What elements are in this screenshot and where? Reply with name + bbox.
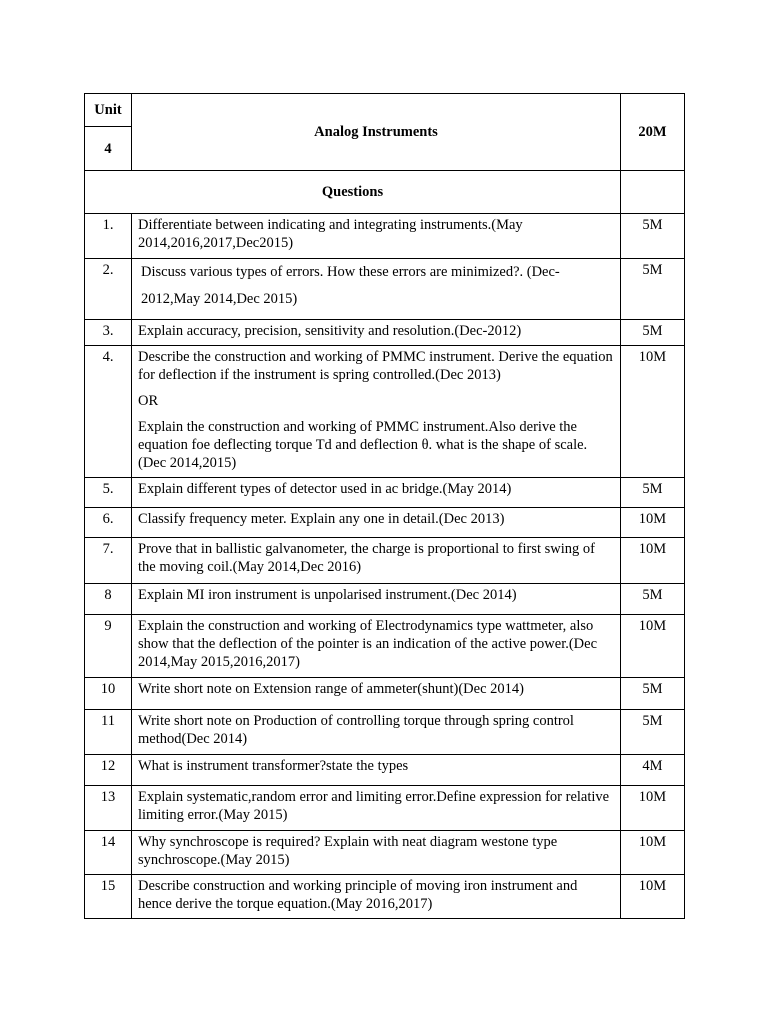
question-text: Differentiate between indicating and integrating instruments.(May 2014,2016,2017,Dec2015) [132, 214, 621, 259]
questions-heading-row [85, 171, 685, 214]
question-text: Classify frequency meter. Explain any one in detail.(Dec 2013) [132, 508, 621, 538]
total-marks: 20M [621, 94, 685, 171]
question-marks: 5M [621, 678, 685, 710]
question-marks: 5M [621, 259, 685, 320]
question-text: Prove that in ballistic galvanometer, the charge is proportional to first swing of the moving coil.(May 2014,Dec 2016) [132, 538, 621, 584]
table-row [85, 710, 685, 755]
table-row [85, 508, 685, 538]
question-number: 6. [85, 508, 132, 538]
question-text: Explain accuracy, precision, sensitivity and resolution.(Dec-2012) [132, 320, 621, 346]
question-number: 15 [85, 875, 132, 919]
table-row [85, 538, 685, 584]
question-marks: 10M [621, 786, 685, 831]
question-text: Describe the construction and working of PMMC instrument. Derive the equation for deflection if the instrument is spring controlled.(Dec 2013) [138, 349, 613, 383]
question-number: 9 [85, 615, 132, 678]
questions-heading: Questions [85, 171, 621, 214]
question-text-alternative: Explain the construction and working of PMMC instrument.Also derive the equation foe deflecting torque Td and deflection θ. what is the shape of scale.(Dec 2014,2015) [138, 419, 588, 471]
question-table [84, 93, 685, 919]
table-row [85, 875, 685, 919]
question-number: 3. [85, 320, 132, 346]
question-number: 13 [85, 786, 132, 831]
or-separator: OR [138, 393, 159, 409]
unit-label: Unit [85, 94, 132, 127]
question-number: 10 [85, 678, 132, 710]
question-number: 2. [85, 259, 132, 320]
table-row [85, 214, 685, 259]
question-marks: 10M [621, 538, 685, 584]
question-marks: 10M [621, 508, 685, 538]
question-marks: 5M [621, 478, 685, 508]
question-number: 4. [85, 346, 132, 478]
question-marks: 5M [621, 584, 685, 615]
question-text: Describe construction and working principle of moving iron instrument and hence derive the torque equation.(May 2016,2017) [132, 875, 621, 919]
question-text: Why synchroscope is required? Explain with neat diagram westone type synchroscope.(May 2015) [132, 831, 621, 875]
question-number: 5. [85, 478, 132, 508]
question-text: Write short note on Extension range of ammeter(shunt)(Dec 2014) [132, 678, 621, 710]
question-text: Explain different types of detector used in ac bridge.(May 2014) [132, 478, 621, 508]
table-row [85, 584, 685, 615]
question-text-block [132, 346, 621, 478]
unit-title: Analog Instruments [132, 94, 621, 171]
table-row [85, 615, 685, 678]
question-text: Explain the construction and working of Electrodynamics type wattmeter, also show that the deflection of the pointer is an indication of the active power.(Dec 2014,May 2015,2016,2017) [132, 615, 621, 678]
question-text: Write short note on Production of controlling torque through spring control method(Dec 2014) [132, 710, 621, 755]
question-text: Discuss various types of errors. How these errors are minimized?. (Dec-2012,May 2014,Dec 2015) [132, 259, 621, 320]
table-row [85, 786, 685, 831]
question-marks: 10M [621, 615, 685, 678]
table-row [85, 320, 685, 346]
question-number: 11 [85, 710, 132, 755]
question-number: 8 [85, 584, 132, 615]
question-text: Explain MI iron instrument is unpolarised instrument.(Dec 2014) [132, 584, 621, 615]
table-row [85, 831, 685, 875]
question-number: 12 [85, 755, 132, 786]
header-row [85, 94, 685, 127]
question-text: What is instrument transformer?state the types [132, 755, 621, 786]
question-marks: 10M [621, 875, 685, 919]
table-row [85, 478, 685, 508]
unit-number: 4 [85, 127, 132, 171]
question-marks: 5M [621, 320, 685, 346]
question-text: Explain systematic,random error and limiting error.Define expression for relative limiting error.(May 2015) [132, 786, 621, 831]
table-row [85, 259, 685, 320]
table-row [85, 755, 685, 786]
question-number: 1. [85, 214, 132, 259]
questions-heading-marks-cell [621, 171, 685, 214]
question-marks: 5M [621, 710, 685, 755]
question-marks: 10M [621, 346, 685, 478]
question-number: 14 [85, 831, 132, 875]
question-marks: 10M [621, 831, 685, 875]
question-marks: 5M [621, 214, 685, 259]
table-row [85, 678, 685, 710]
question-number: 7. [85, 538, 132, 584]
table-row [85, 346, 685, 478]
question-marks: 4M [621, 755, 685, 786]
